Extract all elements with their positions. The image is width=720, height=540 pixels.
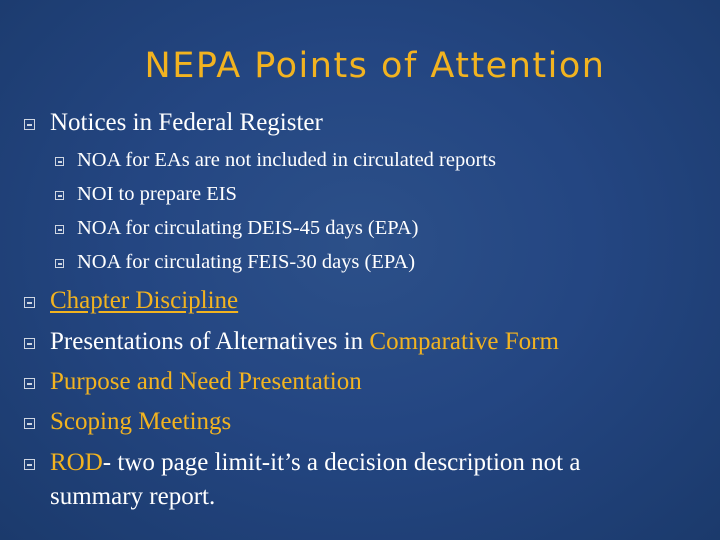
sub-list-item: NOI to prepare EIS: [77, 183, 237, 205]
boxed-minus-icon: [24, 338, 35, 349]
list-item: Purpose and Need Presentation: [50, 368, 362, 395]
list-item-continuation: summary report.: [50, 483, 216, 510]
boxed-minus-icon: [24, 459, 35, 470]
boxed-minus-icon: [24, 378, 35, 389]
boxed-minus-icon: [55, 191, 64, 200]
list-item: [50, 448, 580, 478]
boxed-minus-icon: [55, 225, 64, 234]
list-item-highlight: ROD: [50, 449, 103, 476]
boxed-minus-icon: [24, 119, 35, 130]
list-item: [50, 327, 559, 357]
sub-list-item: NOA for circulating FEIS-30 days (EPA): [77, 251, 416, 273]
list-item-text: - two page limit-it’s a decision description not a: [102, 449, 581, 476]
boxed-minus-icon: [24, 418, 35, 429]
boxed-minus-icon: [55, 259, 64, 268]
sub-list-item: NOA for circulating DEIS-45 days (EPA): [77, 217, 419, 239]
boxed-minus-icon: [55, 157, 64, 166]
list-item-highlight: Comparative Form: [369, 328, 559, 355]
list-item-text: Presentations of Alternatives in: [50, 328, 370, 355]
list-item: Notices in Federal Register: [50, 109, 323, 136]
list-item: Scoping Meetings: [50, 408, 232, 435]
slide-title: NEPA Points of Attention: [144, 46, 606, 86]
list-item-link[interactable]: Chapter Discipline: [50, 287, 239, 314]
boxed-minus-icon: [24, 297, 35, 308]
sub-list-item: NOA for EAs are not included in circulated reports: [77, 149, 496, 171]
